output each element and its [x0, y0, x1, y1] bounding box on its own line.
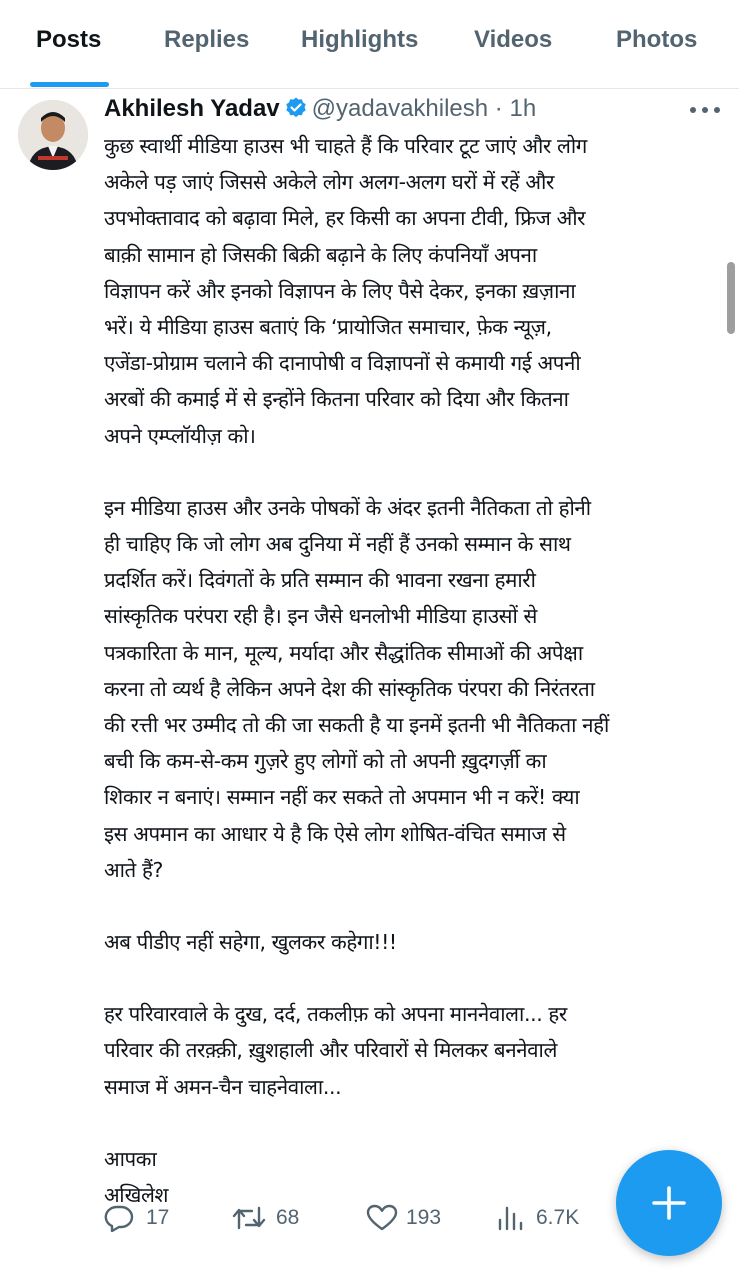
header-separator: · [494, 95, 503, 122]
author-name[interactable]: Akhilesh Yadav [104, 95, 280, 122]
verified-badge-icon [284, 96, 308, 120]
tab-photos[interactable]: Photos [616, 26, 698, 53]
repost-button[interactable] [232, 1200, 322, 1236]
active-tab-indicator [30, 82, 109, 87]
compose-post-button[interactable] [616, 1150, 722, 1256]
like-button[interactable] [366, 1200, 466, 1236]
avatar-portrait-icon [18, 100, 88, 170]
post-signature: आपका अखिलेश [104, 1146, 168, 1208]
avatar[interactable] [18, 100, 88, 170]
view-count: 6.7K [536, 1206, 580, 1229]
tab-videos[interactable]: Videos [474, 26, 553, 53]
post-paragraph: हर परिवारवाले के दुख, दर्द, तकलीफ़ को अपना माननेवाला... हर परिवार की तरक़्क़ी, ख़ुशहाली और परिवारों से मिलकर बननेवाले समाज में अमन-चैन चाहनेवाला... [104, 1002, 567, 1099]
scrollbar-thumb[interactable] [727, 262, 735, 334]
views-chart-icon [496, 1204, 524, 1232]
views-button[interactable] [496, 1200, 596, 1236]
tab-posts[interactable]: Posts [36, 26, 102, 53]
reply-count: 17 [146, 1206, 170, 1229]
tab-replies[interactable]: Replies [164, 26, 250, 53]
reply-button[interactable] [104, 1200, 184, 1236]
profile-tab-bar [0, 0, 739, 89]
post-paragraph: इन मीडिया हाउस और उनके पोषकों के अंदर इतनी नैतिकता तो होनी ही चाहिए कि जो लोग अब दुनिया में नहीं हैं उनको सम्मान के साथ प्रदर्शित करें। दिवंगतों के प्रति सम्मान की भावना रखना हमारी सांस्कृतिक परंपरा रही है। इन जैसे धनलोभी मीडिया हाउसों से पत्रकारिता के मान, मूल्य, मर्यादा और सैद्धांतिक सीमाओं की अपेक्षा करना तो व्यर्थ है लेकिन अपने देश की सांस्कृतिक पंरपरा की निरंतरता की रत्ती भर उम्मीद तो की जा सकती है या इनमें इतनी भी नैतिकता नहीं बची कि कम-से-कम गुज़रे हुए लोगों को तो अपनी ख़ुदगर्ज़ी का शिकार न बनाएं। सम्मान नहीं कर सकते तो अपमान भी न करें! क्या इस अपमान का आधार ये है कि ऐसे लोग शोषित-वंचित समाज से आते हैं? [104, 495, 609, 882]
like-count: 193 [406, 1206, 442, 1229]
post-timestamp[interactable]: 1h [509, 95, 537, 122]
heart-icon [366, 1204, 398, 1232]
repost-count: 68 [276, 1206, 300, 1229]
author-handle[interactable]: @yadavakhilesh [311, 95, 489, 122]
post-header [104, 95, 536, 125]
tab-highlights[interactable]: Highlights [301, 26, 419, 53]
post-body [104, 128, 714, 1213]
post-paragraph: अब पीडीए नहीं सहेगा, खुलकर कहेगा!!! [104, 930, 397, 955]
plus-icon [649, 1183, 689, 1223]
more-options-icon[interactable] [688, 100, 722, 120]
post-paragraph: कुछ स्वार्थी मीडिया हाउस भी चाहते हैं कि परिवार टूट जाएं और लोग अकेले पड़ जाएं जिससे अकेले लोग अलग-अलग घरों में रहें और उपभोक्तावाद को बढ़ावा मिले, हर किसी का अपना टीवी, फ्रिज और बाक़ी सामान हो जिसकी बिक्री बढ़ाने के लिए कंपनियाँ अपना विज्ञापन करें और इनको विज्ञापन के लिए पैसे देकर, इनका ख़ज़ाना भरें। ये मीडिया हाउस बताएं कि ‘प्रायोजित समाचार, फ़ेक न्यूज़, एजेंडा-प्रोग्राम चलाने की दानापोषी व विज्ञापनों से कमायी गई अपनी अरबों की कमाई में से इन्होंने कितना परिवार को दिया और कितना अपने एम्प्लॉयीज़ को। [104, 134, 587, 448]
repost-icon [232, 1204, 266, 1232]
reply-icon [104, 1204, 134, 1232]
